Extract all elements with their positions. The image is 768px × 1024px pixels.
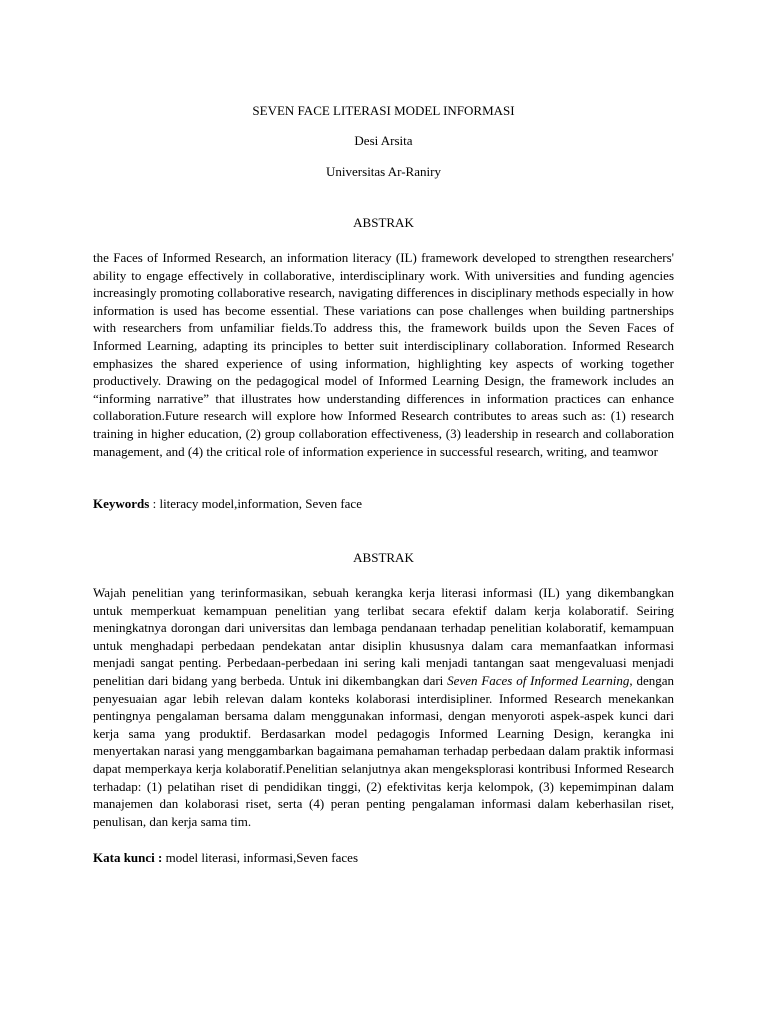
author-name: Desi Arsita	[354, 133, 413, 148]
kata-kunci-value: model literasi, informasi,Seven faces	[162, 850, 359, 865]
abstract-id-text-part2: , dengan penyesuaian agar lebih relevan dalam konteks kolaborasi interdisipliner. Informed Research menekankan pentingnya pengalaman bersama dalam menggunakan informasi, dengan menyoroti aspek-aspek kunci dari kerja sama yang produktif. Berdasarkan model pedagogis Informed Learning Design, kerangka ini menyertakan narasi yang menggambarkan bagaimana pemahaman terhadap perbedaan dalam praktik informasi dapat memperkaya kerja kolaboratif.Penelitian selanjutnya akan mengeksplorasi kontribusi Informed Research terhadap: (1) pelatihan riset di pendidikan tinggi, (2) efektivitas kerja kelompok, (3) kepemimpinan dalam manajemen dan kolaborasi riset, serta (4) peran penting pengalaman informasi dalam keberhasilan riset, penulisan, dan kerja sama tim.	[93, 672, 675, 829]
abstract-body-english: the Faces of Informed Research, an information literacy (IL) framework developed to strengthen researchers' ability to engage effectively in collaborative, interdisciplinary work. With universities and funding agencies increasingly promoting collaborative research, navigating differences in disciplinary methods especially in how information is used has become essential. These variations can pose challenges when building partnerships with researchers from unfamiliar fields.To address this, the framework builds upon the Seven Faces of Informed Learning, adapting its principles to better suit interdisciplinary collaboration. Informed Research emphasizes the shared experience of using information, highlighting key aspects of working together productively. Drawing on the pedagogical model of Informed Learning Design, the framework includes an “informing narrative” that illustrates how understanding differences in information practices can enhance collaboration.Future research will explore how Informed Research contributes to areas such as: (1) research training in higher education, (2) group collaboration effectiveness, (3) leadership in research and collaboration management, and (4) the critical role of information experience in successful research, writing, and teamwor	[93, 250, 674, 459]
author-affiliation: Universitas Ar-Raniry	[326, 164, 441, 179]
abstract-body-indonesian	[93, 584, 674, 830]
abstract-heading-english: ABSTRAK	[353, 215, 414, 230]
keywords-english	[93, 495, 674, 513]
kata-kunci-label: Kata kunci :	[93, 850, 163, 865]
abstract-id-text-part1: Wajah penelitian yang terinformasikan, sebuah kerangka kerja literasi informasi (IL) yang dikembangkan untuk memperkuat kemampuan penelitian yang terlibat secara efektif dalam kerja kolaboratif. Seiring meningkatnya dorongan dari universitas dan lembaga pendanaan terhadap penelitian kolaboratif, kemampuan untuk menghadapi perbedaan pendekatan antar disiplin khususnya dalam cara memanfaatkan informasi menjadi sangat penting. Perbedaan-perbedaan ini sering kali menjadi tantangan saat mengevaluasi menjadi penelitian dari bidang yang berbeda. Untuk ini dikembangkan dari	[93, 585, 674, 688]
keywords-label: Keywords	[93, 496, 150, 511]
keywords-value: : literacy model,information, Seven face	[149, 496, 362, 511]
keywords-indonesian	[93, 849, 674, 867]
paper-title: SEVEN FACE LITERASI MODEL INFORMASI	[252, 103, 515, 118]
abstract-heading-indonesian: ABSTRAK	[353, 550, 414, 565]
abstract-id-italic-title: Seven Faces of Informed Learning	[447, 672, 630, 688]
